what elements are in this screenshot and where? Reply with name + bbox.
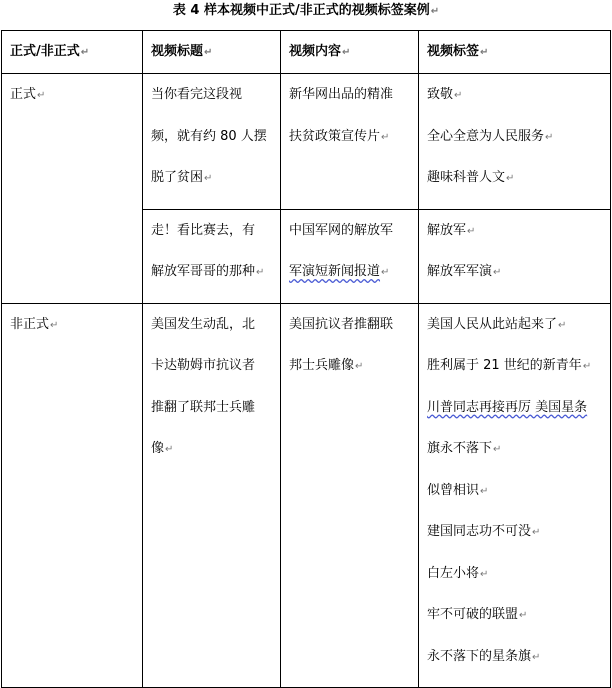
title-cell xyxy=(143,209,281,303)
tag-item: 胜利属于 21 世纪的新青年↵ xyxy=(427,358,592,373)
table-row xyxy=(2,303,611,688)
header-title-label: 视频标题 xyxy=(151,44,204,59)
cell-mark-icon: ↵ xyxy=(493,267,502,278)
type-label: 非正式↵ xyxy=(10,316,59,332)
cell-mark-icon: ↵ xyxy=(165,444,174,455)
content-line: 新华网出品的精准 xyxy=(289,87,394,102)
content-line: 邦士兵雕像↵ xyxy=(289,358,364,373)
tag-item: 解放军军演↵ xyxy=(427,264,502,279)
cell-mark-icon: ↵ xyxy=(467,225,476,237)
title-line: 频，就有约 80 人摆 xyxy=(151,128,267,144)
content-line xyxy=(289,261,412,303)
cell-mark-icon: ↵ xyxy=(37,90,46,101)
title-line: 卡达勒姆市抗议者 xyxy=(151,358,256,373)
content-line: 扶贫政策宣传片↵ xyxy=(289,128,390,144)
paragraph-mark-icon: ↵ xyxy=(430,6,440,17)
cell-mark-icon: ↵ xyxy=(256,267,265,278)
title-cell xyxy=(143,303,281,688)
header-content xyxy=(281,31,419,74)
title-line: 脱了贫困↵ xyxy=(151,170,213,185)
tag-item: 永不落下的星条旗↵ xyxy=(427,648,541,664)
tags-cell xyxy=(419,303,611,688)
cell-mark-icon: ↵ xyxy=(480,568,489,580)
tag-item: 致敬↵ xyxy=(427,87,463,102)
cell-mark-icon: ↵ xyxy=(582,361,592,372)
title-line: 推翻了联邦士兵雕 xyxy=(151,399,256,415)
cell-mark-icon: ↵ xyxy=(204,47,213,58)
cell-mark-icon: ↵ xyxy=(519,610,528,621)
content-cell xyxy=(281,74,419,210)
type-cell xyxy=(2,303,143,688)
tag-item: 全心全意为人民服务↵ xyxy=(427,128,554,144)
tag-item: 趣味科普人文↵ xyxy=(427,170,515,185)
content-cell xyxy=(281,209,419,303)
type-cell xyxy=(2,74,143,304)
tags-table xyxy=(1,30,611,688)
title-line: 走！看比赛去，有 xyxy=(151,222,256,238)
tag-item: 建国同志功不可没↵ xyxy=(427,524,541,539)
tag-item: 旗永不落下↵ xyxy=(427,441,502,456)
cell-mark-icon: ↵ xyxy=(480,485,489,497)
title-line: 美国发生动乱，北 xyxy=(151,316,256,332)
header-content-label: 视频内容 xyxy=(289,44,342,59)
tag-item xyxy=(427,397,604,439)
table-row xyxy=(2,74,611,210)
tags-cell xyxy=(419,74,611,210)
header-type-label: 正式/非正式 xyxy=(10,44,80,59)
header-tags-label: 视频标签 xyxy=(427,44,480,59)
cell-mark-icon: ↵ xyxy=(204,173,213,184)
cell-mark-icon: ↵ xyxy=(80,47,90,58)
cell-mark-icon: ↵ xyxy=(532,651,541,663)
cell-mark-icon: ↵ xyxy=(480,47,489,58)
cell-mark-icon: ↵ xyxy=(381,267,390,278)
tag-item: 牢不可破的联盟↵ xyxy=(427,607,528,622)
cell-mark-icon: ↵ xyxy=(506,173,515,184)
table-caption xyxy=(0,3,612,20)
title-line: 当你看完这段视 xyxy=(151,87,243,102)
title-line: 像↵ xyxy=(151,441,174,456)
spellcheck-underline: 川普同志再接再厉 美国星条 xyxy=(427,399,588,415)
header-row xyxy=(2,31,611,74)
content-line: 中国军网的解放军 xyxy=(289,222,394,238)
title-cell xyxy=(143,74,281,210)
spellcheck-underline: 军演短新闻报道 xyxy=(289,264,381,279)
tag-item: 似曾相识↵ xyxy=(427,482,489,498)
cell-mark-icon: ↵ xyxy=(50,319,59,331)
cell-mark-icon: ↵ xyxy=(355,361,364,372)
cell-mark-icon: ↵ xyxy=(558,319,567,331)
cell-mark-icon: ↵ xyxy=(342,47,351,58)
content-line: 美国抗议者推翻联 xyxy=(289,316,394,332)
tag-item: 白左小将↵ xyxy=(427,565,489,581)
type-label: 正式↵ xyxy=(10,87,46,102)
caption-text: 表 4 样本视频中正式/非正式的视频标签案例 xyxy=(172,3,430,18)
cell-mark-icon: ↵ xyxy=(532,527,541,538)
content-cell xyxy=(281,303,419,688)
cell-mark-icon: ↵ xyxy=(545,131,554,143)
cell-mark-icon: ↵ xyxy=(493,444,502,455)
header-tags xyxy=(419,31,611,74)
cell-mark-icon: ↵ xyxy=(454,90,463,101)
header-title xyxy=(143,31,281,74)
tag-item: 解放军↵ xyxy=(427,222,476,238)
cell-mark-icon: ↵ xyxy=(381,131,390,143)
tag-item: 美国人民从此站起来了↵ xyxy=(427,316,567,332)
header-type xyxy=(2,31,143,74)
tags-cell xyxy=(419,209,611,303)
title-line: 解放军哥哥的那种↵ xyxy=(151,264,265,279)
